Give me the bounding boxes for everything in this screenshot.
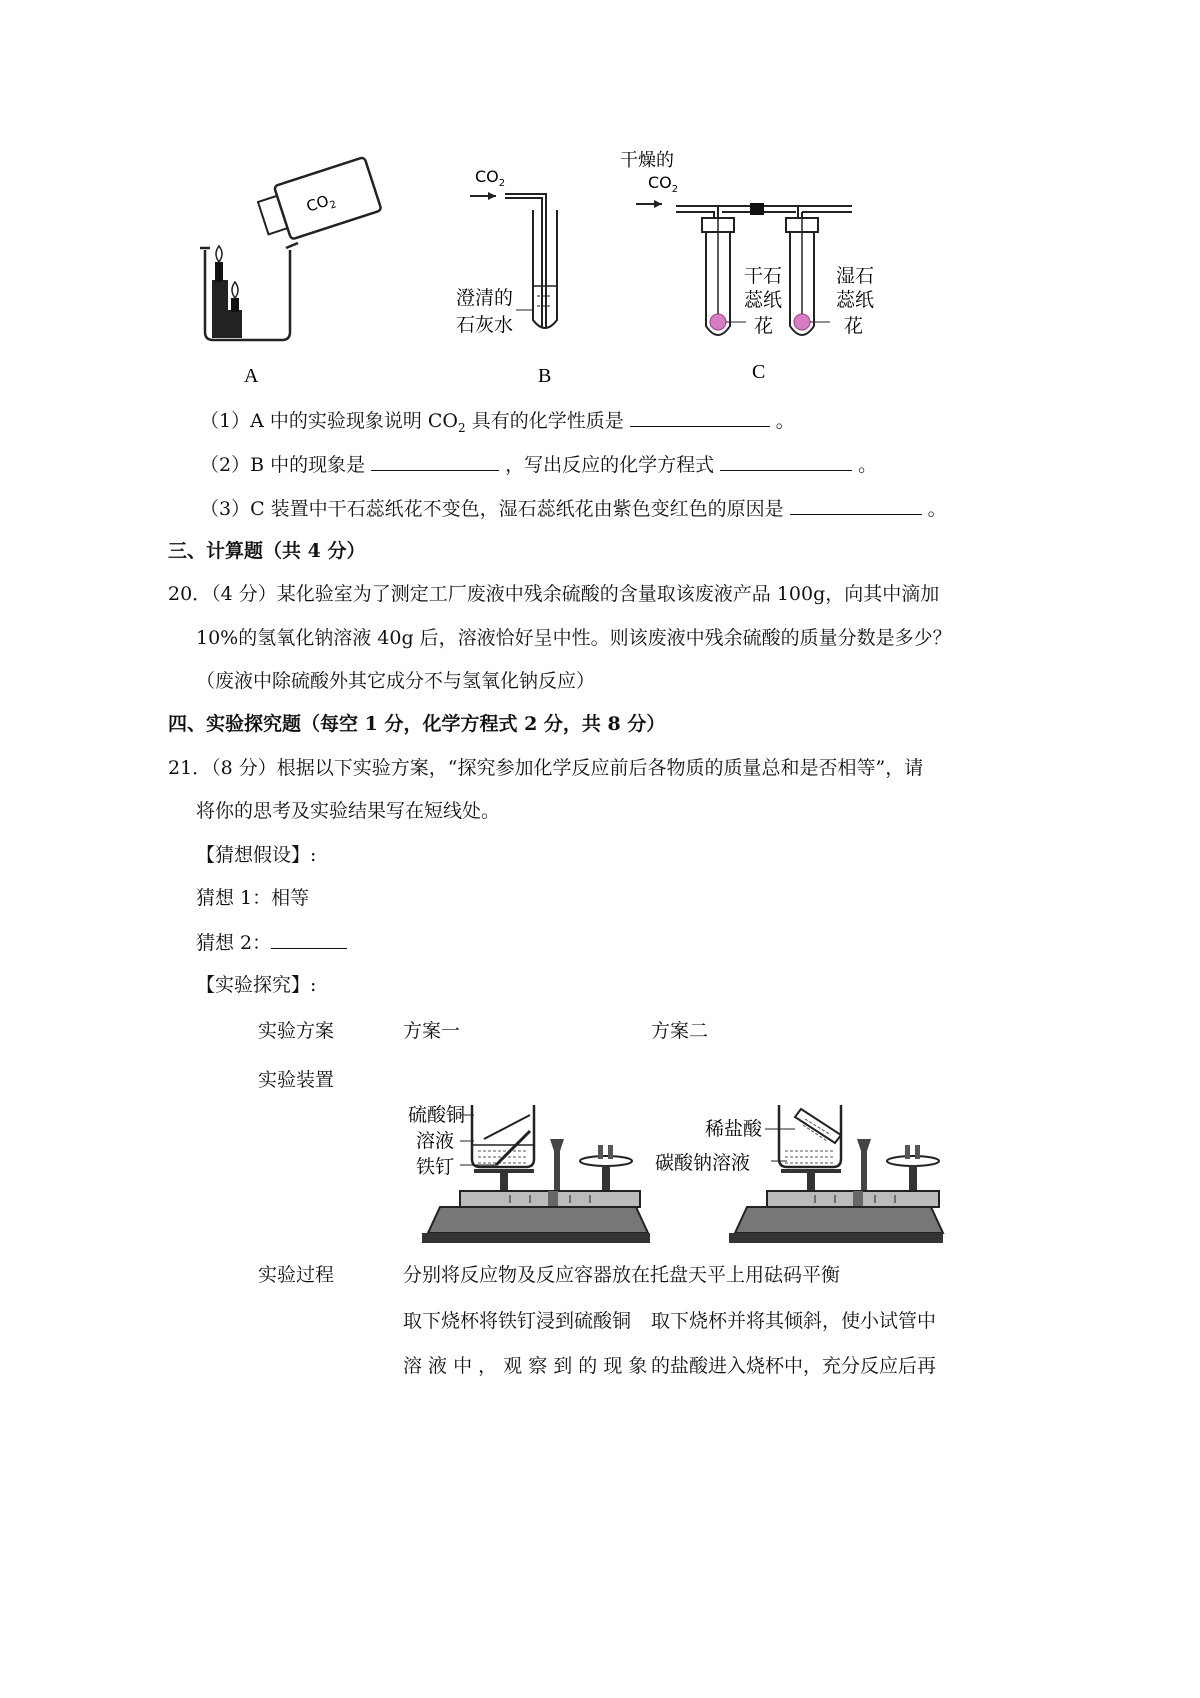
q20-line1: 20．（4 分）某化验室为了测定工厂废液中残余硫酸的含量取该废液产品 100g，向其中滴加 bbox=[168, 583, 940, 605]
apparatus-b bbox=[456, 167, 557, 336]
section4-title: 四、实验探究题（每空 1 分，化学方程式 2 分，共 8 分） bbox=[168, 713, 666, 735]
wet-litmus-1: 湿石 bbox=[836, 265, 875, 287]
process-common: 分别将反应物及反应容器放在托盘天平上用砝码平衡 bbox=[403, 1264, 841, 1286]
row-label-apparatus: 实验装置 bbox=[258, 1069, 335, 1091]
label-na2co3: 碳酸钠溶液 bbox=[655, 1152, 751, 1174]
label-nail: 铁钉 bbox=[416, 1156, 455, 1178]
answer-blank[interactable] bbox=[371, 452, 499, 471]
dry-co2-label-2: $CO_2$ bbox=[648, 173, 679, 195]
apparatus-c bbox=[620, 150, 874, 337]
balance-apparatus-2 bbox=[655, 1095, 945, 1245]
q19-part1: （1）A 中的实验现象说明 $CO_2$ 具有的化学性质是 。 bbox=[200, 410, 795, 435]
row-label-process: 实验过程 bbox=[258, 1264, 335, 1286]
limewater-label-2: 石灰水 bbox=[456, 314, 514, 336]
guess-2: 猜想 2： bbox=[196, 930, 353, 955]
explore-heading: 【实验探究】: bbox=[196, 974, 317, 996]
co2-experiment-figure bbox=[200, 150, 960, 390]
q20-line2: 10%的氢氧化钠溶液 40g 后，溶液恰好呈中性。则该废液中残余硫酸的质量分数是多少？ bbox=[196, 627, 952, 649]
q21-line2: 将你的思考及实验结果写在短线处。 bbox=[196, 800, 501, 822]
q21-line1: 21．（8 分）根据以下实验方案，“探究参加化学反应前后各物质的质量总和是否相等”，请 bbox=[168, 757, 924, 779]
answer-blank[interactable] bbox=[630, 408, 770, 427]
label-hcl: 稀盐酸 bbox=[705, 1118, 763, 1140]
answer-blank[interactable] bbox=[271, 930, 347, 949]
q19-part3: （3）C 装置中干石蕊纸花不变色，湿石蕊纸花由紫色变红色的原因是 。 bbox=[200, 498, 947, 520]
b-co2-label: $CO_2$ bbox=[475, 167, 506, 189]
process-two-a: 取下烧杯并将其倾斜，使小试管中 bbox=[651, 1310, 937, 1332]
limewater-label-1: 澄清的 bbox=[456, 287, 514, 309]
label-b: B bbox=[538, 365, 552, 387]
wet-litmus-3: 花 bbox=[844, 315, 864, 337]
scheme-one: 方案一 bbox=[403, 1020, 461, 1042]
bottle-co2-label: $CO_2$ bbox=[304, 191, 338, 216]
row-label-scheme: 实验方案 bbox=[258, 1020, 335, 1042]
guess-1: 猜想 1：相等 bbox=[196, 887, 310, 909]
process-two-b: 的盐酸进入烧杯中，充分反应后再 bbox=[651, 1355, 937, 1377]
hypothesis-heading: 【猜想假设】: bbox=[196, 844, 317, 866]
dry-litmus-3: 花 bbox=[754, 315, 774, 337]
section3-title: 三、计算题（共 4 分） bbox=[168, 540, 366, 562]
label-solution: 溶液 bbox=[416, 1130, 455, 1152]
label-a: A bbox=[244, 365, 259, 387]
answer-blank[interactable] bbox=[790, 496, 922, 515]
apparatus-a bbox=[200, 157, 382, 340]
q20-line3: （废液中除硫酸外其它成分不与氢氧化钠反应） bbox=[196, 670, 596, 692]
balance-apparatus-1 bbox=[400, 1095, 650, 1245]
wet-litmus-2: 蕊纸 bbox=[836, 289, 875, 311]
dry-litmus-1: 干石 bbox=[744, 265, 783, 287]
label-cuso4: 硫酸铜 bbox=[408, 1104, 466, 1126]
label-c: C bbox=[752, 361, 766, 383]
answer-blank[interactable] bbox=[720, 452, 852, 471]
scheme-two: 方案二 bbox=[651, 1020, 709, 1042]
process-one-a: 取下烧杯将铁钉浸到硫酸铜 bbox=[403, 1310, 632, 1332]
dry-litmus-2: 蕊纸 bbox=[744, 289, 783, 311]
dry-co2-label-1: 干燥的 bbox=[620, 150, 674, 171]
q19-part2: （2）B 中的现象是 ，写出反应的化学方程式 。 bbox=[200, 454, 878, 476]
process-one-b: 溶 液 中 ， 观 察 到 的 现 象 bbox=[403, 1355, 648, 1377]
